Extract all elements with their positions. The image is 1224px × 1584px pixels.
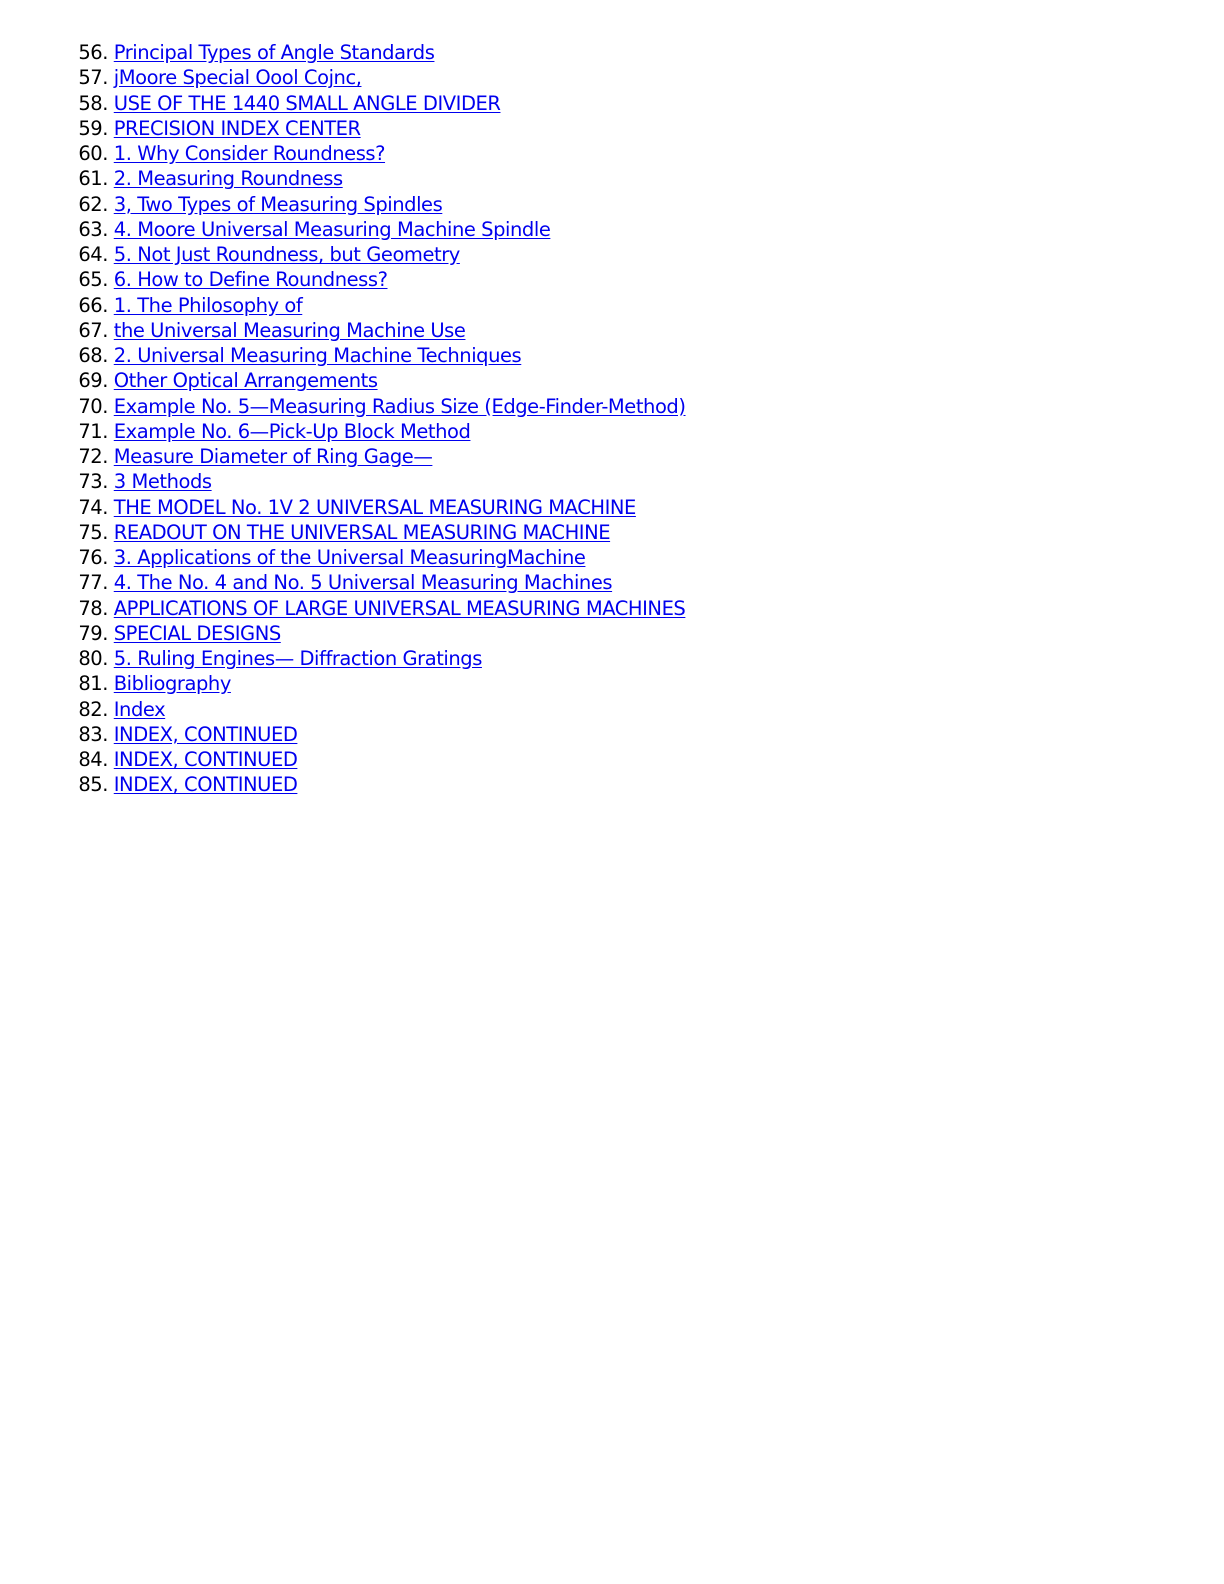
- toc-number: 74.: [78, 495, 108, 519]
- toc-link[interactable]: 1. The Philosophy of: [113, 293, 303, 317]
- toc-number: 78.: [78, 596, 108, 620]
- toc-number: 77.: [78, 571, 108, 595]
- toc-number: 57.: [78, 66, 108, 90]
- toc-link[interactable]: the Universal Measuring Machine Use: [113, 318, 466, 342]
- toc-link[interactable]: Principal Types of Angle Standards: [113, 41, 435, 64]
- toc-link[interactable]: 4. The No. 4 and No. 5 Universal Measuring Machines: [113, 571, 613, 595]
- toc-number: 84.: [78, 748, 108, 771]
- toc-item-59: [73, 116, 686, 141]
- toc-number: 62.: [78, 192, 108, 216]
- toc-item-64: [73, 242, 686, 267]
- toc-item-60: [73, 141, 686, 166]
- toc-link[interactable]: 2. Universal Measuring Machine Techniques: [113, 344, 522, 367]
- toc-link[interactable]: 1. Why Consider Roundness?: [113, 142, 386, 165]
- toc-item-81: [73, 671, 686, 696]
- toc-link[interactable]: PRECISION INDEX CENTER: [113, 116, 361, 140]
- toc-link[interactable]: 5. Not Just Roundness, but Geometry: [113, 243, 460, 266]
- toc-number: 75.: [78, 520, 108, 544]
- toc-item-78: [73, 596, 686, 621]
- toc-item-75: [73, 520, 686, 545]
- toc-item-68: [73, 343, 686, 368]
- toc-link[interactable]: 3 Methods: [113, 470, 212, 494]
- toc-link[interactable]: 3, Two Types of Measuring Spindles: [113, 192, 443, 216]
- toc-number: 82.: [78, 697, 108, 721]
- toc-link[interactable]: Example No. 6—Pick-Up Block Method: [113, 419, 471, 443]
- toc-link[interactable]: Bibliography: [113, 672, 231, 696]
- toc-number: 79.: [78, 621, 108, 645]
- toc-item-73: [73, 469, 686, 494]
- toc-number: 81.: [78, 672, 108, 696]
- toc-item-85: [73, 772, 686, 797]
- toc-item-77: [73, 570, 686, 595]
- toc-item-70: [73, 394, 686, 419]
- toc-number: 80.: [78, 647, 108, 670]
- toc-item-72: [73, 444, 686, 469]
- toc-item-65: [73, 267, 686, 292]
- toc-link[interactable]: 2. Measuring Roundness: [113, 167, 343, 191]
- toc-number: 76.: [78, 546, 108, 569]
- toc-link[interactable]: 3. Applications of the Universal MeasuringMachine: [113, 546, 586, 569]
- toc-number: 56.: [78, 41, 108, 64]
- toc-number: 60.: [78, 142, 108, 165]
- toc-item-79: [73, 621, 686, 646]
- toc-number: 85.: [78, 773, 108, 797]
- toc-number: 65.: [78, 268, 108, 292]
- toc-link[interactable]: 6. How to Define Roundness?: [113, 268, 388, 292]
- toc-item-56: [73, 40, 686, 65]
- toc-link[interactable]: Example No. 5—Measuring Radius Size (Edge-Finder-Method): [113, 394, 686, 418]
- toc-item-84: [73, 747, 686, 772]
- toc-link[interactable]: INDEX, CONTINUED: [113, 722, 298, 746]
- toc-item-61: [73, 166, 686, 191]
- toc-link[interactable]: jMoore Special Oool Cojnc,: [113, 66, 362, 90]
- toc-number: 68.: [78, 344, 108, 367]
- toc-item-69: [73, 368, 686, 393]
- toc-item-82: [73, 697, 686, 722]
- toc-number: 72.: [78, 445, 108, 468]
- toc-link[interactable]: READOUT ON THE UNIVERSAL MEASURING MACHINE: [113, 520, 611, 544]
- toc-item-80: [73, 646, 686, 671]
- toc-link[interactable]: INDEX, CONTINUED: [113, 773, 298, 797]
- toc-number: 83.: [78, 722, 108, 746]
- toc-item-57: [73, 65, 686, 90]
- toc-number: 64.: [78, 243, 108, 266]
- toc-item-67: [73, 318, 686, 343]
- toc-item-58: [73, 91, 686, 116]
- toc-number: 71.: [78, 419, 108, 443]
- toc-number: 63.: [78, 217, 108, 241]
- toc-number: 61.: [78, 167, 108, 191]
- toc-item-83: [73, 722, 686, 747]
- toc-link[interactable]: SPECIAL DESIGNS: [113, 621, 281, 645]
- toc-number: 69.: [78, 369, 108, 393]
- table-of-contents: [73, 40, 686, 798]
- toc-link[interactable]: Index: [113, 697, 166, 721]
- toc-link[interactable]: INDEX, CONTINUED: [113, 748, 298, 771]
- toc-number: 73.: [78, 470, 108, 494]
- toc-link[interactable]: 5. Ruling Engines— Diffraction Gratings: [113, 647, 482, 670]
- toc-number: 59.: [78, 116, 108, 140]
- toc-link[interactable]: 4. Moore Universal Measuring Machine Spindle: [113, 217, 551, 241]
- toc-number: 70.: [78, 394, 108, 418]
- toc-link[interactable]: APPLICATIONS OF LARGE UNIVERSAL MEASURING MACHINES: [113, 596, 686, 620]
- toc-link[interactable]: THE MODEL No. 1V 2 UNIVERSAL MEASURING MACHINE: [113, 495, 636, 519]
- toc-link[interactable]: Other Optical Arrangements: [113, 369, 378, 393]
- toc-item-62: [73, 192, 686, 217]
- toc-number: 67.: [78, 318, 108, 342]
- toc-item-74: [73, 495, 686, 520]
- toc-item-66: [73, 293, 686, 318]
- toc-link[interactable]: USE OF THE 1440 SMALL ANGLE DIVIDER: [113, 91, 501, 115]
- toc-item-63: [73, 217, 686, 242]
- toc-link[interactable]: Measure Diameter of Ring Gage—: [113, 445, 433, 468]
- toc-item-76: [73, 545, 686, 570]
- toc-number: 66.: [78, 293, 108, 317]
- toc-item-71: [73, 419, 686, 444]
- toc-number: 58.: [78, 91, 108, 115]
